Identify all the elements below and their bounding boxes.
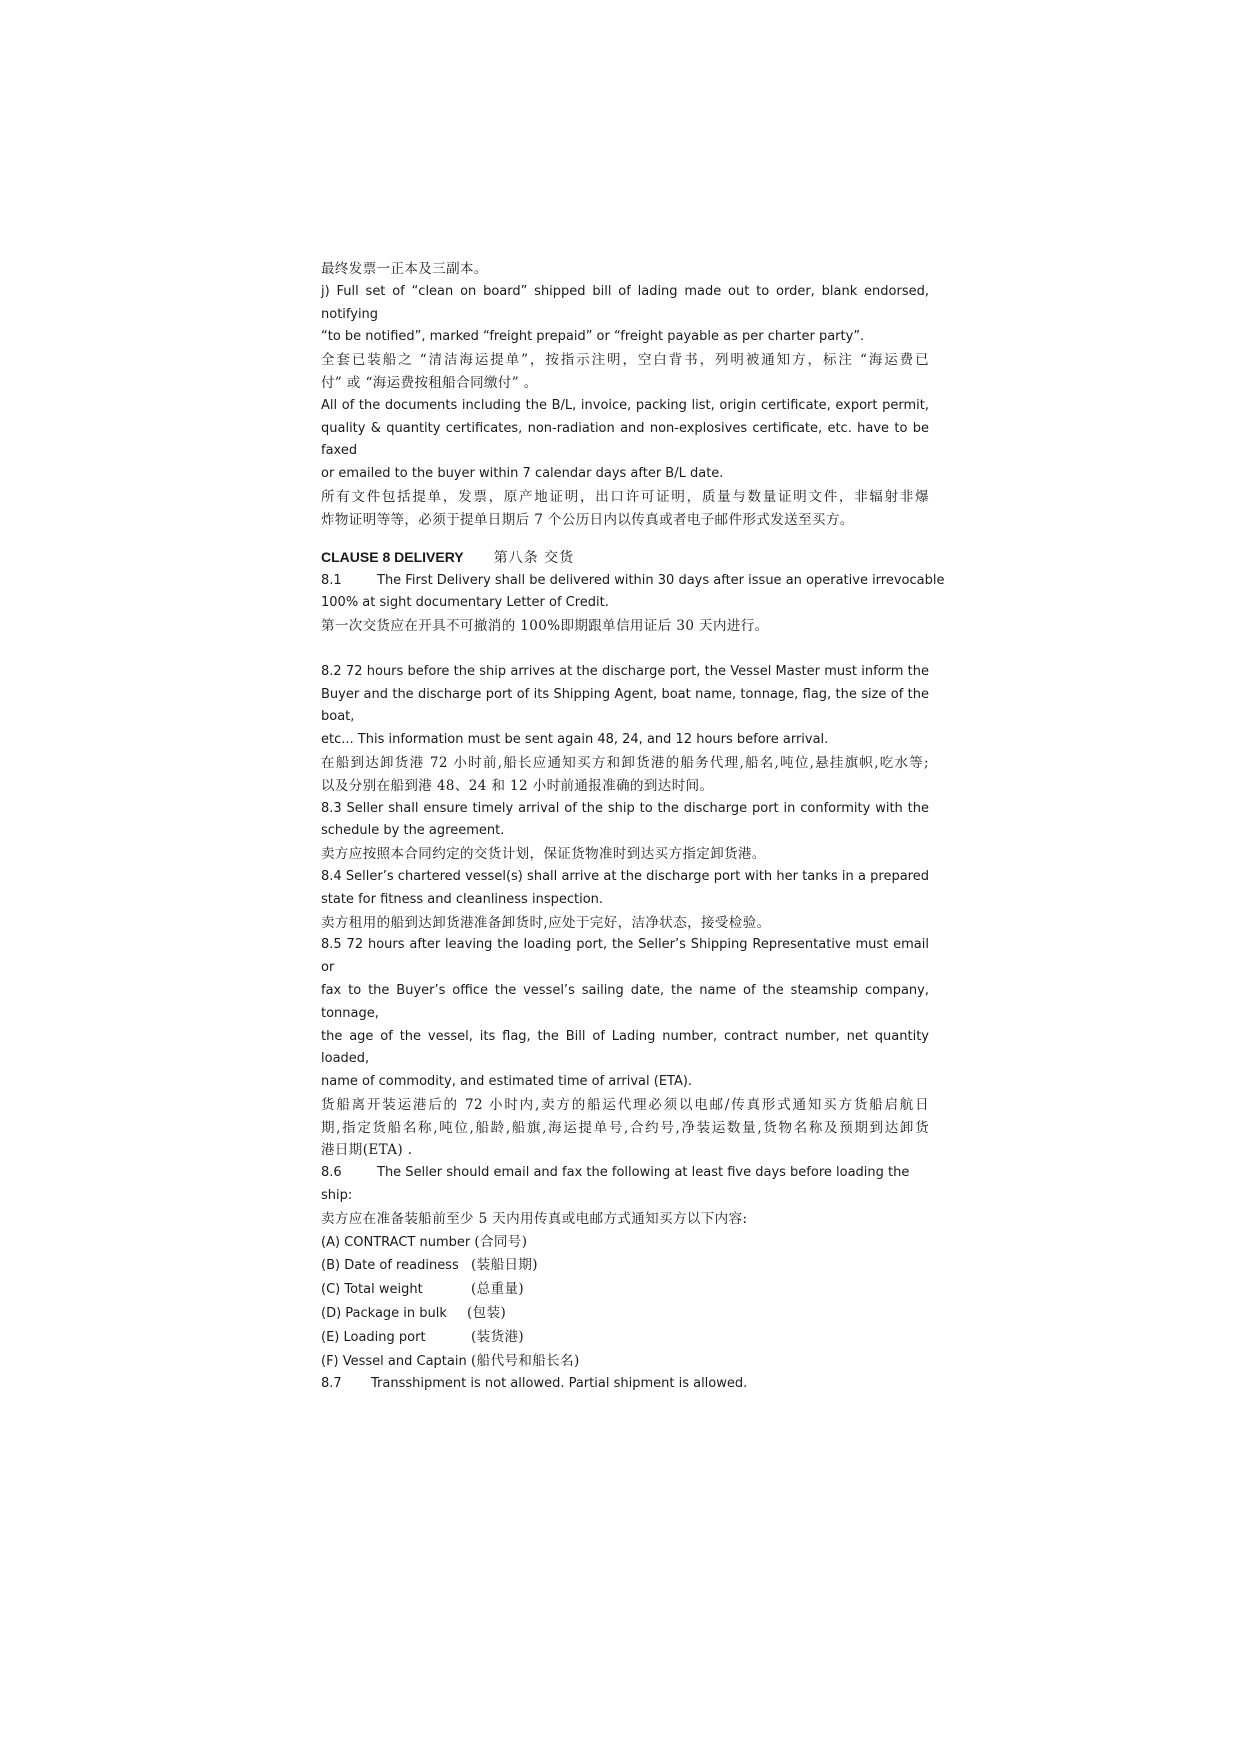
clause-8-3-line: schedule by the agreement. xyxy=(321,823,505,839)
clause-j-zh-line: 付” 或 “海运费按租船合同缴付” 。 xyxy=(321,374,538,391)
clause-8-2-line: 8.2 72 hours before the ship arrives at the discharge port, the Vessel Master must inform the xyxy=(321,663,929,679)
list-item xyxy=(321,1278,929,1302)
clause-8-6-zh: 卖方应在准备装船前至少 5 天内用传真或电邮方式通知买方以下内容: xyxy=(321,1210,748,1227)
list-item xyxy=(321,1326,929,1350)
final-invoice-zh: 最终发票一正本及三副本。 xyxy=(321,261,488,277)
clause-8-3-zh: 卖方应按照本合同约定的交货计划，保证货物准时到达买方指定卸货港。 xyxy=(321,846,766,863)
documents-zh-line: 所有文件包括提单，发票，原产地证明，出口许可证明，质量与数量证明文件，非辐射非爆 xyxy=(321,488,929,505)
clause-8-2-line: Buyer and the discharge port of its Shipping Agent, boat name, tonnage, flag, the size of the boat, xyxy=(321,686,929,725)
list-item-label: (A) CONTRACT number xyxy=(321,1234,471,1250)
list-item-zh: (总重量) xyxy=(471,1281,525,1298)
clause-j-en-line: j) Full set of “clean on board” shipped bill of lading made out to order, blank endorsed, notifying xyxy=(321,283,929,322)
clause-8-heading-zh: 第八条 交货 xyxy=(493,549,575,566)
clause-8-7-text: Transshipment is not allowed. Partial shipment is allowed. xyxy=(371,1376,748,1392)
list-item-zh: (装货港) xyxy=(471,1328,525,1345)
clause-j-en-line: “to be notified”, marked “freight prepaid” or “freight payable as per charter party”. xyxy=(321,329,865,345)
clause-number: 8.1 xyxy=(321,572,342,588)
list-item xyxy=(321,1350,929,1374)
list-item xyxy=(321,1231,929,1255)
clause-8-heading xyxy=(321,546,929,570)
clause-8-5-zh-line: 货船离开装运港后的 72 小时内,卖方的船运代理必须以电邮/传真形式通知买方货船启航日 xyxy=(321,1096,929,1113)
clause-8-5-line: 8.5 72 hours after leaving the loading port, the Seller’s Shipping Representative must email or xyxy=(321,937,929,976)
clause-8-2-zh-line: 以及分别在船到港 48、24 和 12 小时前通报准确的到达时间。 xyxy=(321,777,714,794)
documents-en-line: or emailed to the buyer within 7 calendar days after B/L date. xyxy=(321,466,724,482)
clause-8-1-line: 100% at sight documentary Letter of Credit. xyxy=(321,595,609,611)
clause-8-6-text: The Seller should email and fax the following at least five days before loading the xyxy=(377,1165,910,1181)
clause-8-5-line: the age of the vessel, its flag, the Bill of Lading number, contract number, net quantity loaded, xyxy=(321,1028,929,1067)
clause-8-5-zh-line: 期,指定货船名称,吨位,船龄,船旗,海运提单号,合约号,净装运数量,货物名称及预期到达卸货 xyxy=(321,1119,929,1136)
list-item-zh: (合同号) xyxy=(474,1233,528,1250)
list-item xyxy=(321,1254,929,1278)
clause-8-5-line: name of commodity, and estimated time of arrival (ETA). xyxy=(321,1074,693,1090)
clause-8-1-text: The First Delivery shall be delivered within 30 days after issue an operative irrevocable xyxy=(377,572,945,588)
list-item-zh: (船代号和船长名) xyxy=(471,1352,580,1369)
clause-8-1-zh: 第一次交货应在开具不可撤消的 100%即期跟单信用证后 30 天内进行。 xyxy=(321,618,769,635)
clause-8-7-line xyxy=(321,1373,929,1396)
clause-8-2-zh-line: 在船到达卸货港 72 小时前,船长应通知买方和卸货港的船务代理,船名,吨位,悬挂旗帜,吃水等; xyxy=(321,754,929,771)
clause-8-6-line xyxy=(321,1162,929,1185)
clause-8-1-line xyxy=(321,570,945,593)
documents-en-line: quality & quantity certificates, non-radiation and non-explosives certificate, etc. have to be faxed xyxy=(321,420,929,459)
list-item-label: (E) Loading port xyxy=(321,1329,426,1345)
list-item-zh: (装船日期) xyxy=(471,1257,538,1274)
list-item-label: (F) Vessel and Captain xyxy=(321,1353,467,1369)
list-item-label: (C) Total weight xyxy=(321,1282,423,1298)
clause-8-heading-en: CLAUSE 8 DELIVERY xyxy=(321,548,464,565)
clause-8-4-line: 8.4 Seller’s chartered vessel(s) shall arrive at the discharge port with her tanks in a prepared xyxy=(321,868,929,884)
document-page xyxy=(321,258,945,1396)
clause-8-6-line: ship: xyxy=(321,1188,353,1204)
clause-number: 8.7 xyxy=(321,1376,342,1392)
documents-zh-line: 炸物证明等等，必须于提单日期后 7 个公历日内以传真或者电子邮件形式发送至买方。 xyxy=(321,511,854,528)
clause-8-5-line: fax to the Buyer’s office the vessel’s sailing date, the name of the steamship company, tonnage, xyxy=(321,982,929,1021)
clause-number: 8.6 xyxy=(321,1165,342,1181)
list-item xyxy=(321,1302,929,1326)
clause-j-zh-line: 全套已装船之 “清洁海运提单”，按指示注明，空白背书，列明被通知方，标注 “海运费已 xyxy=(321,352,929,369)
clause-8-4-line: state for fitness and cleanliness inspection. xyxy=(321,891,604,907)
list-item-label: (B) Date of readiness xyxy=(321,1258,459,1274)
list-item-zh: (包装) xyxy=(467,1305,507,1322)
list-item-label: (D) Package in bulk xyxy=(321,1306,447,1322)
clause-8-3-line: 8.3 Seller shall ensure timely arrival of the ship to the discharge port in conformity with the xyxy=(321,800,929,816)
clause-8-2-line: etc... This information must be sent again 48, 24, and 12 hours before arrival. xyxy=(321,732,829,748)
documents-en-line: All of the documents including the B/L, invoice, packing list, origin certificate, export permit, xyxy=(321,397,929,413)
clause-8-5-zh-line: 港日期(ETA) . xyxy=(321,1142,413,1159)
clause-8-4-zh: 卖方租用的船到达卸货港准备卸货时,应处于完好，洁净状态，接受检验。 xyxy=(321,914,771,931)
